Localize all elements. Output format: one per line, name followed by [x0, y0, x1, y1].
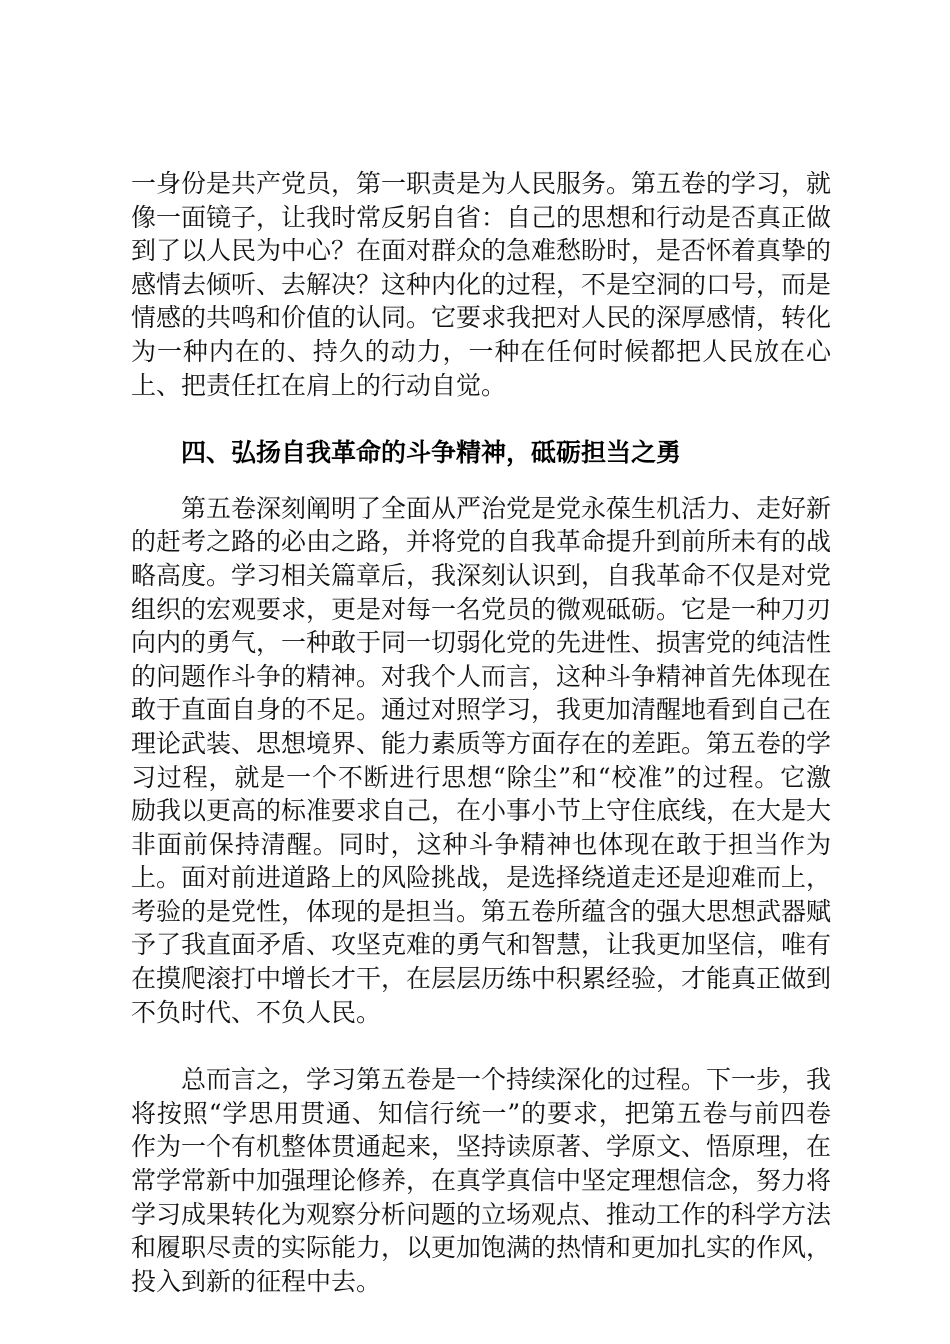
section-heading: 四、弘扬自我革命的斗争精神，砥砺担当之勇	[181, 438, 682, 468]
document-body	[131, 167, 831, 1332]
paragraph-section-four: 第五卷深刻阐明了全面从严治党是党永葆生机活力、走好新的赶考之路的必由之路，并将党的自我革命提升到前所未有的战略高度。学习相关篇章后，我深刻认识到，自我革命不仅是对党组织的宏观要求，更是对每一名党员的微观砥砺。它是一种刀刃向内的勇气，一种敢于同一切弱化党的先进性、损害党的纯洁性的问题作斗争的精神。对我个人而言，这种斗争精神首先体现在敢于直面自身的不足。通过对照学习，我更加清醒地看到自己在理论武装、思想境界、能力素质等方面存在的差距。第五卷的学习过程，就是一个不断进行思想“除尘”和“校准”的过程。它激励我以更高的标准要求自己，在小事小节上守住底线，在大是大非面前保持清醒。同时，这种斗争精神也体现在敢于担当作为上。面对前进道路上的风险挑战，是选择绕道走还是迎难而上，考验的是党性，体现的是担当。第五卷所蕴含的强大思想武器赋予了我直面矛盾、攻坚克难的勇气和智慧，让我更加坚信，唯有在摸爬滚打中增长才干，在层层历练中积累经验，才能真正做到不负时代、不负人民。	[131, 493, 832, 1027]
paragraph-conclusion: 总而言之，学习第五卷是一个持续深化的过程。下一步，我将按照“学思用贯通、知信行统一”的要求，把第五卷与前四卷作为一个有机整体贯通起来，坚持读原著、学原文、悟原理，在常学常新中加强理论修养，在真学真信中坚定理想信念，努力将学习成果转化为观察分析问题的立场观点、推动工作的科学方法和履职尽责的实际能力，以更加饱满的热情和更加扎实的作风，投入到新的征程中去。	[131, 1065, 832, 1296]
paragraph-continued: 一身份是共产党员，第一职责是为人民服务。第五卷的学习，就像一面镜子，让我时常反躬自省：自己的思想和行动是否真正做到了以人民为中心？在面对群众的急难愁盼时，是否怀着真挚的感情去倾听、去解决？这种内化的过程，不是空洞的口号，而是情感的共鸣和价值的认同。它要求我把对人民的深厚感情，转化为一种内在的、持久的动力，一种在任何时候都把人民放在心上、把责任扛在肩上的行动自觉。	[131, 169, 832, 400]
